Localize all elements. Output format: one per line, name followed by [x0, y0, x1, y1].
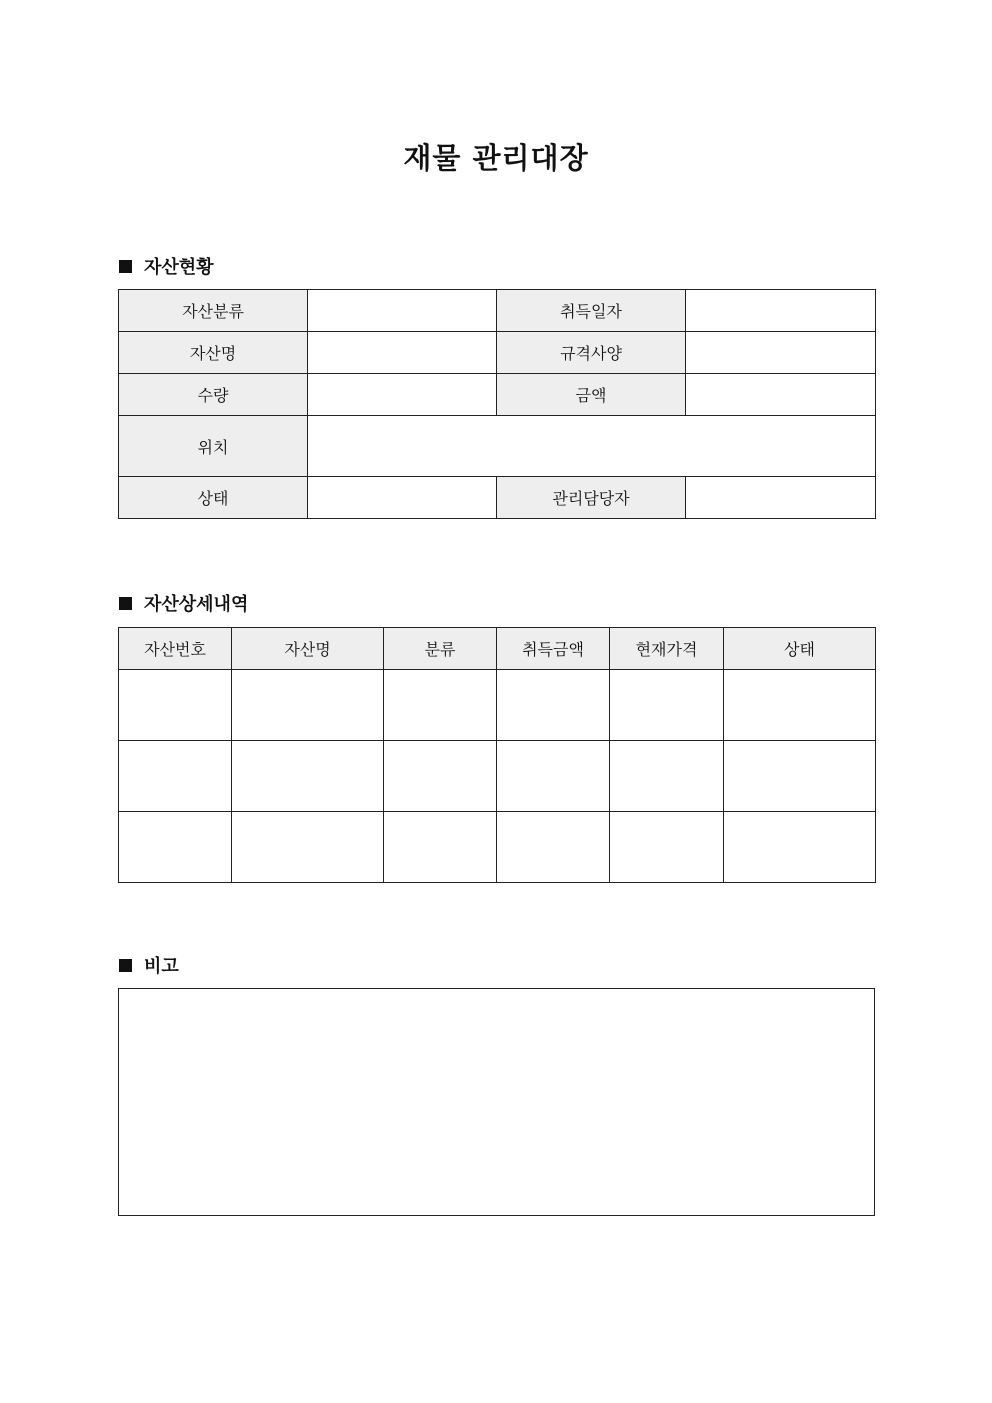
page-title: 재물 관리대장: [403, 141, 589, 175]
square-bullet-icon: [119, 959, 132, 972]
remarks-heading: [119, 952, 179, 978]
table-row: [119, 741, 876, 812]
column-header: 자산명: [232, 628, 384, 670]
table-cell[interactable]: [724, 812, 876, 883]
table-cell[interactable]: [610, 741, 724, 812]
column-header: 현재가격: [610, 628, 724, 670]
table-cell[interactable]: [610, 670, 724, 741]
table-cell[interactable]: [232, 812, 384, 883]
asset-status-heading-text: 자산현황: [144, 257, 214, 278]
table-cell[interactable]: [724, 670, 876, 741]
field-asset-name[interactable]: [308, 332, 497, 374]
table-cell[interactable]: [119, 812, 232, 883]
table-row: [119, 812, 876, 883]
remarks-box[interactable]: [118, 988, 875, 1216]
table-cell[interactable]: [497, 670, 610, 741]
column-header: 분류: [384, 628, 497, 670]
table-cell[interactable]: [119, 741, 232, 812]
asset-detail-heading: [119, 590, 248, 616]
remarks-heading-text: 비고: [144, 956, 179, 977]
square-bullet-icon: [119, 260, 132, 273]
table-cell[interactable]: [610, 812, 724, 883]
table-cell[interactable]: [119, 670, 232, 741]
table-cell[interactable]: [384, 670, 497, 741]
table-cell[interactable]: [497, 812, 610, 883]
label-specification: 규격사양: [497, 332, 686, 374]
table-cell[interactable]: [384, 741, 497, 812]
field-category[interactable]: [308, 290, 497, 332]
table-cell[interactable]: [497, 741, 610, 812]
field-manager[interactable]: [686, 477, 876, 519]
label-category: 자산분류: [119, 290, 308, 332]
asset-status-table: [118, 289, 876, 519]
table-row: [119, 670, 876, 741]
column-header: 자산번호: [119, 628, 232, 670]
label-condition: 상태: [119, 477, 308, 519]
column-header: 상태: [724, 628, 876, 670]
label-location: 위치: [119, 416, 308, 477]
field-quantity[interactable]: [308, 374, 497, 416]
asset-detail-heading-text: 자산상세내역: [144, 594, 249, 615]
table-cell[interactable]: [384, 812, 497, 883]
table-cell[interactable]: [724, 741, 876, 812]
label-manager: 관리담당자: [497, 477, 686, 519]
field-specification[interactable]: [686, 332, 876, 374]
asset-status-heading: [119, 253, 214, 279]
column-header: 취득금액: [497, 628, 610, 670]
square-bullet-icon: [119, 597, 132, 610]
label-acquired-date: 취득일자: [497, 290, 686, 332]
table-cell[interactable]: [232, 670, 384, 741]
asset-detail-table: [118, 627, 876, 883]
field-acquired-date[interactable]: [686, 290, 876, 332]
field-amount[interactable]: [686, 374, 876, 416]
field-condition[interactable]: [308, 477, 497, 519]
label-amount: 금액: [497, 374, 686, 416]
label-asset-name: 자산명: [119, 332, 308, 374]
field-location[interactable]: [308, 416, 876, 477]
table-cell[interactable]: [232, 741, 384, 812]
label-quantity: 수량: [119, 374, 308, 416]
